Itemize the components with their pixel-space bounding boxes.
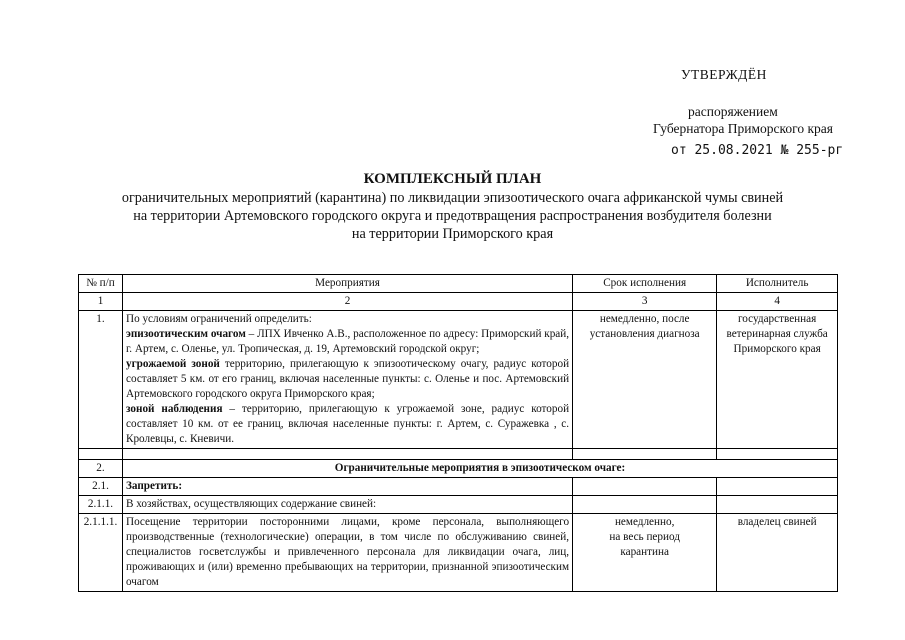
header-measures: Мероприятия	[122, 275, 572, 293]
column-number-3: 3	[573, 293, 717, 311]
row-measure	[122, 311, 572, 449]
row-measure: Запретить:	[122, 478, 572, 496]
approval-line-order: распоряжением	[688, 104, 778, 119]
document-title: КОМПЛЕКСНЫЙ ПЛАН	[363, 171, 542, 187]
document-subtitle	[0, 189, 905, 243]
row-term	[573, 514, 717, 592]
row-executor: владелец свиней	[717, 514, 838, 592]
watch-zone-definition	[126, 402, 569, 447]
column-number-1: 1	[79, 293, 123, 311]
column-number-2: 2	[122, 293, 572, 311]
row-number: 2.1.	[79, 478, 123, 496]
focus-label: эпизоотическим очагом	[125, 328, 246, 340]
approval-line-governor: Губернатора Приморского края	[653, 121, 833, 136]
plan-table	[78, 274, 838, 592]
section-row	[79, 460, 838, 478]
approval-title: УТВЕРЖДЁН	[681, 67, 767, 82]
term-line-1: немедленно,	[614, 516, 675, 528]
watch-zone-label: зоной наблюдения	[125, 403, 223, 415]
table-row	[79, 478, 838, 496]
focus-definition	[126, 327, 569, 357]
row-number: 2.1.1.	[79, 496, 123, 514]
row-term: немедленно, после установления диагноза	[573, 311, 717, 449]
section-title: Ограничительные мероприятия в эпизоотическом очаге:	[122, 460, 837, 478]
row-number: 2.	[79, 460, 123, 478]
spacer-row	[79, 449, 838, 460]
column-number-row	[79, 293, 838, 311]
row-measure: Посещение территории посторонними лицами, кроме персонала, выполняющего производственные (технологические) операции, в том числе по обслуживанию свиней, специалистов госветслужбы и привлеченного персонала для ликвидации очага, лиц, проживающих и (или) временно пребывающих на территории, признанной эпизоотическим очагом	[122, 514, 572, 592]
column-number-4: 4	[717, 293, 838, 311]
table-row	[79, 496, 838, 514]
table-row	[79, 514, 838, 592]
header-executor: Исполнитель	[717, 275, 838, 293]
threat-zone-definition	[126, 357, 569, 402]
row-number: 1.	[79, 311, 123, 449]
term-line-3: карантина	[620, 546, 669, 558]
term-line-2: на весь период	[609, 531, 680, 543]
row-executor: государственная ветеринарная служба Приморского края	[717, 311, 838, 449]
watch-zone-text: – территорию, прилегающую к угрожаемой зоне, радиус которой составляет 10 км. от ее границ, включая населенные пункты: г. Артем, с. Суражевка , с. Кролевцы, с. Кневичи.	[125, 403, 570, 445]
header-term: Срок исполнения	[573, 275, 717, 293]
subtitle-line-2: на территории Артемовского городского округа и предотвращения распространения возбудителя болезни	[133, 208, 772, 224]
approval-line-date: от 25.08.2021 № 255-рг	[671, 143, 844, 158]
header-number: № п/п	[79, 275, 123, 293]
subtitle-line-1: ограничительных мероприятий (карантина) по ликвидации эпизоотического очага африканской чумы свиней	[121, 190, 784, 206]
subtitle-line-3: на территории Приморского края	[351, 226, 554, 242]
table-header-row	[79, 275, 838, 293]
row-measure: В хозяйствах, осуществляющих содержание свиней:	[122, 496, 572, 514]
focus-text: – ЛПХ Ивченко А.В., расположенное по адресу: Приморский край, г. Артем, с. Оленье, ул. Тропическая, д. 19, Артемовский городской округ;	[125, 328, 570, 355]
threat-zone-label: угрожаемой зоной	[125, 358, 220, 370]
table-row	[79, 311, 838, 449]
threat-zone-text: территорию, прилегающую к эпизоотическому очагу, радиус которой составляет 5 км. от его границ, включая населенные пункты: с. Оленье и пос. Артемовский Артемовского городского округа Приморского края;	[125, 358, 570, 400]
row-intro: По условиям ограничений определить:	[125, 313, 312, 325]
row-number: 2.1.1.1.	[79, 514, 123, 592]
